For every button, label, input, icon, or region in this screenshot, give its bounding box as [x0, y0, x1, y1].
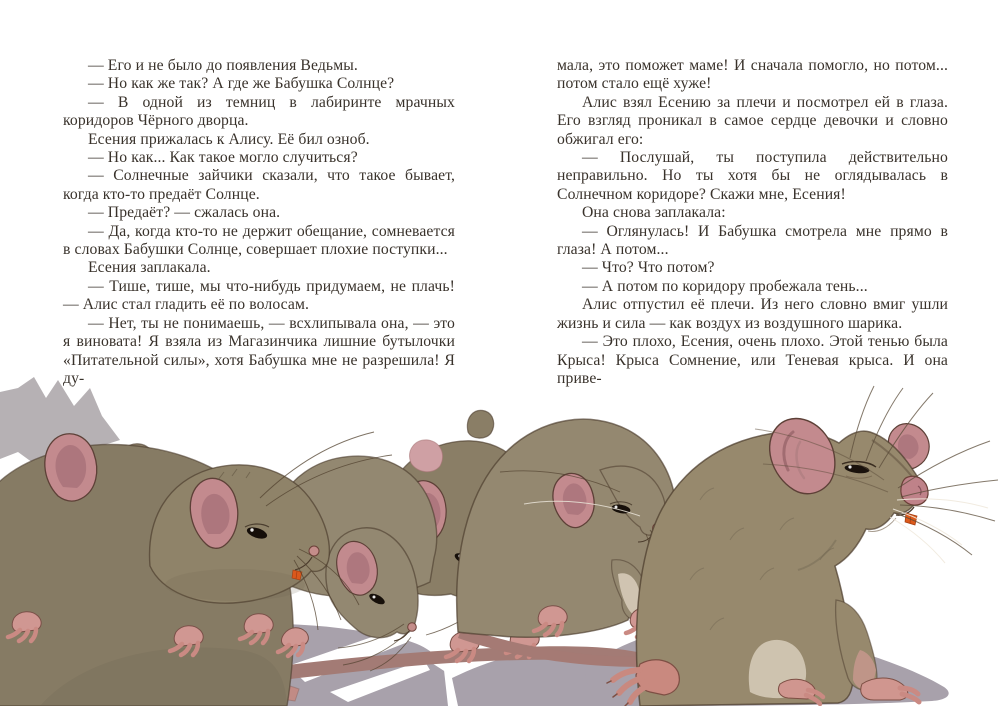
paragraph: мала, это поможет маме! И сначала помогло, но потом... потом стало ещё хуже! [557, 57, 948, 93]
paragraph: — Оглянулась! И Бабушка смотрела мне прямо в глаза! А потом... [557, 222, 948, 259]
paragraph: Она снова заплакала: [582, 204, 726, 222]
paragraph: — Послушай, ты поступила действительно неправильно. Но ты хотя бы не оглядывалась в Солнечном коридоре? Скажи мне, Есения! [557, 149, 948, 203]
rat-3-nose [408, 623, 417, 632]
paragraph: — Солнечные зайчики сказали, что такое бывает, когда кто-то предаёт Солнце. [63, 167, 455, 203]
paragraph: — Это плохо, Есения, очень плохо. Этой тенью была Крыса! Крыса Сомнение, или Теневая крыса. И она приве- [557, 333, 948, 387]
paragraph: — Его и не было до появления Ведьмы. [88, 57, 358, 74]
paragraph: — Тише, тише, мы что-нибудь придумаем, не плачь! — Алис стал гладить её по волосам. [63, 277, 455, 314]
rat-6-nose [901, 476, 928, 505]
paragraph: Есения прижалась к Алису. Её бил озноб. [88, 130, 370, 148]
paragraph: Есения заплакала. [88, 259, 211, 277]
paragraph: Алис взял Есению за плечи и посмотрел ей в глаза. Его взгляд проникал в самое сердце девочки и словно обжигал его: [557, 93, 948, 148]
paragraph: — Но как... Как такое могло случиться? [88, 149, 358, 167]
rat-6-big-rat [607, 386, 998, 706]
left-page-text [63, 57, 455, 388]
paragraph: — А потом по коридору пробежала тень... [582, 277, 868, 295]
paragraph: Алис отпустил её плечи. Из него словно вмиг ушли жизнь и сила — как воздух из воздушного шарика. [557, 296, 948, 332]
rat-4-bare-patch [410, 440, 443, 472]
paragraph: — Да, когда кто-то не держит обещание, сомневается в словах Бабушки Солнце, совершает плохие поступки... [63, 222, 455, 259]
paragraph: — Но как же так? А где же Бабушка Солнце? [88, 75, 395, 93]
rats-illustration [0, 375, 1000, 706]
right-page-text [557, 57, 948, 388]
paragraph: — Что? Что потом? [582, 259, 715, 277]
paragraph: — В одной из темниц в лабиринте мрачных коридоров Чёрного дворца. [63, 93, 455, 130]
paragraph: — Предаёт? — сжалась она. [88, 204, 281, 222]
paragraph: — Нет, ты не понимаешь, — всхлипывала она, — это я виновата! Я взяла из Магазинчика лишние бутылочки «Питательной силы», хотя Бабушка мне не разрешила! Я ду- [63, 314, 455, 387]
